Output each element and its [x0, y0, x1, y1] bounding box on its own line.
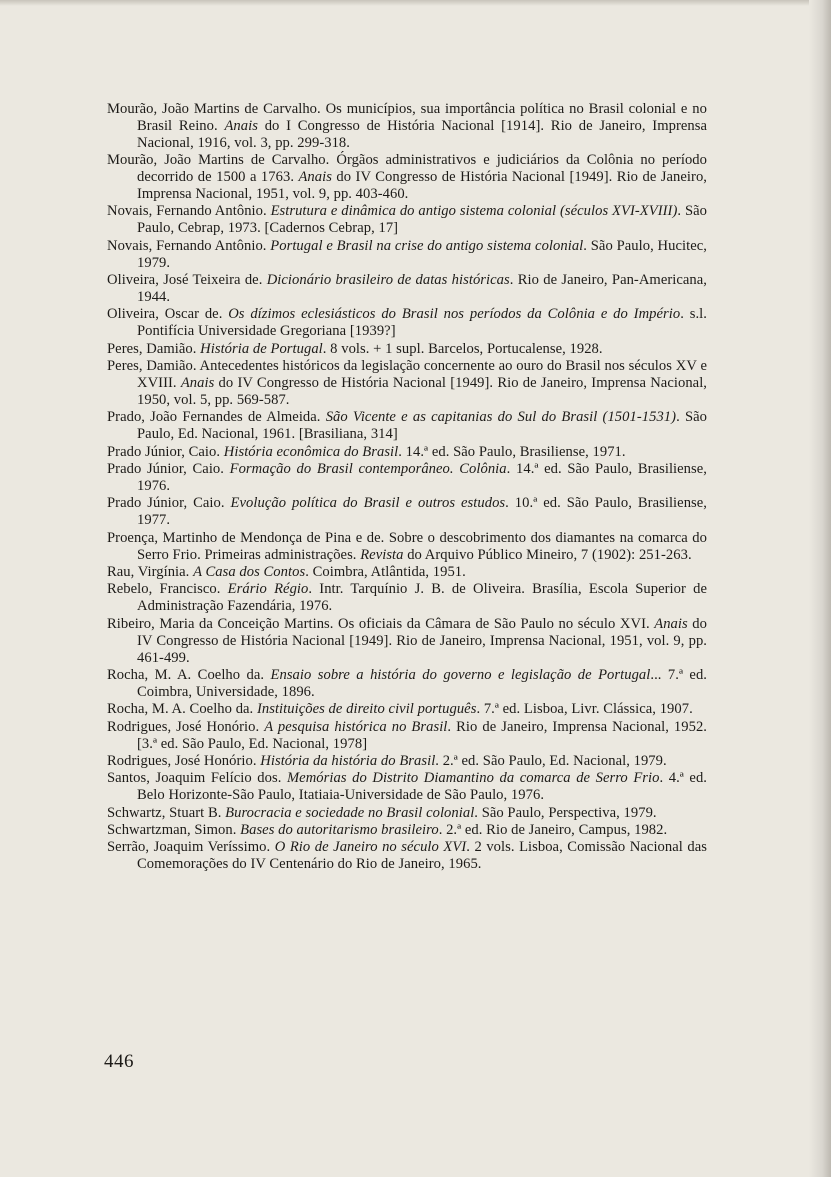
entry-text: . São Paulo, Hucitec, 1979.	[137, 237, 707, 271]
entry-text: do IV Congresso de História Nacional [1949]. Rio de Janeiro, Imprensa Nacional, 1951, vol. 9, pp. 461-499.	[137, 615, 707, 666]
entry-text: . Rio de Janeiro, Pan-Americana, 1944.	[137, 272, 708, 305]
entry-text: Serrão, Joaquim Veríssimo.	[107, 839, 275, 856]
bibliography-entry	[107, 839, 707, 873]
bibliography-entry	[107, 306, 707, 340]
bibliography-entry	[107, 581, 707, 615]
entry-text: Rau, Virgínia.	[107, 563, 194, 580]
entry-text: Mourão, João Martins de Carvalho. Os municípios, sua importância política no Brasil colonial e no Brasil Reino.	[107, 101, 707, 134]
entry-title-italic: Anais	[180, 375, 215, 391]
entry-text: . 2.ª ed. São Paulo, Ed. Nacional, 1979.	[435, 752, 667, 769]
bibliography-entry	[107, 495, 707, 529]
entry-text: . Coimbra, Atlântida, 1951.	[305, 563, 466, 580]
entry-title-italic: Bases do autoritarismo brasileiro	[240, 822, 439, 839]
entry-text: . 8 vols. + 1 supl. Barcelos, Portucalense, 1928.	[322, 340, 603, 357]
bibliography-entry	[107, 203, 707, 237]
entry-text: Rodrigues, José Honório.	[107, 718, 265, 735]
entry-text: Ribeiro, Maria da Conceição Martins. Os oficiais da Câmara de São Paulo no século XVI.	[107, 615, 655, 632]
bibliography-entry	[107, 564, 707, 581]
entry-title-italic: História econômica do Brasil	[223, 443, 399, 460]
entry-title-italic: Memórias do Distrito Diamantino da comarca de Serro Frio	[286, 770, 660, 787]
entry-title-italic: Portugal e Brasil na crise do antigo sistema colonial	[270, 237, 584, 254]
entry-text: . 14.ª ed. São Paulo, Brasiliense, 1976.	[137, 461, 707, 494]
bibliography-entry	[107, 719, 707, 753]
entry-text: Prado Júnior, Caio.	[107, 443, 224, 460]
entry-text: Proença, Martinho de Mendonça de Pina e de. Sobre o descobrimento dos diamantes na comarca do Serro Frio. Primeiras administrações.	[107, 529, 707, 563]
entry-title-italic: Anais	[224, 117, 258, 134]
entry-text: Rocha, M. A. Coelho da.	[107, 701, 257, 718]
entry-title-italic: Burocracia e sociedade no Brasil colonial	[225, 804, 475, 821]
entry-text: Schwartz, Stuart B.	[107, 804, 226, 821]
bibliography-entry	[107, 409, 707, 443]
entry-title-italic: Erário Régio	[227, 581, 309, 598]
entry-text: Oliveira, Oscar de.	[107, 306, 229, 323]
page-right-edge	[809, 0, 831, 1177]
entry-title-italic: Estrutura e dinâmica do antigo sistema colonial (séculos XVI-XVIII)	[270, 203, 678, 220]
entry-title-italic: O Rio de Janeiro no século XVI	[274, 839, 467, 856]
entry-text: Prado Júnior, Caio.	[107, 495, 231, 512]
entry-text: Rocha, M. A. Coelho da.	[107, 666, 271, 683]
bibliography-entry	[107, 822, 707, 839]
entry-text: Rodrigues, José Honório.	[107, 752, 261, 769]
entry-title-italic: Os dízimos eclesiásticos do Brasil nos períodos da Colônia e do Império	[228, 306, 681, 323]
entry-text: Novais, Fernando Antônio.	[107, 203, 271, 220]
entry-text: Schwartzman, Simon.	[107, 822, 241, 839]
entry-text: . 14.ª ed. São Paulo, Brasiliense, 1971.	[398, 443, 626, 460]
entry-text: . São Paulo, Cebrap, 1973. [Cadernos Cebrap, 17]	[137, 203, 708, 237]
bibliography-entry	[107, 272, 707, 306]
entry-title-italic: Revista	[360, 546, 404, 563]
bibliography-entry	[107, 461, 707, 495]
entry-title-italic: Instituições de direito civil português	[256, 701, 477, 718]
bibliography-entry	[107, 101, 707, 152]
entry-title-italic: Dicionário brasileiro de datas históricas	[266, 272, 510, 289]
entry-title-italic: Formação do Brasil contemporâneo. Colônia	[229, 461, 507, 478]
bibliography-list	[107, 101, 707, 874]
entry-text: Peres, Damião. Antecedentes históricos da legislação concernente ao ouro do Brasil nos séculos XV e XVIII.	[107, 358, 707, 391]
entry-text: Prado Júnior, Caio.	[107, 461, 230, 478]
entry-text: . 7.ª ed. Lisboa, Livr. Clássica, 1907.	[476, 701, 693, 718]
entry-text: Oliveira, José Teixeira de.	[107, 272, 267, 289]
entry-title-italic: São Vicente e as capitanias do Sul do Brasil (1501-1531)	[325, 409, 677, 426]
entry-text: . São Paulo, Perspectiva, 1979.	[474, 804, 657, 821]
page-number: 446	[104, 1051, 134, 1072]
bibliography-entry	[107, 616, 707, 667]
bibliography-entry	[107, 770, 707, 804]
entry-title-italic: História de Portugal	[200, 340, 323, 357]
bibliography-entry	[107, 444, 707, 461]
entry-text: Santos, Joaquim Felício dos.	[107, 770, 287, 787]
bibliography-entry	[107, 238, 707, 272]
entry-text: . 10.ª ed. São Paulo, Brasiliense, 1977.	[137, 495, 707, 529]
entry-text: Peres, Damião.	[107, 340, 201, 357]
bibliography-entry	[107, 341, 707, 358]
bibliography-entry	[107, 358, 707, 409]
entry-text: . s.l. Pontifícia Universidade Gregoriana [1939?]	[137, 306, 707, 340]
entry-text: Novais, Fernando Antônio.	[107, 237, 271, 254]
entry-text: do IV Congresso de História Nacional [1949]. Rio de Janeiro, Imprensa Nacional, 1951, vol. 9, pp. 403-460.	[137, 169, 707, 203]
bibliography-entry	[107, 152, 707, 203]
entry-text: ... 7.ª ed. Coimbra, Universidade, 1896.	[137, 666, 707, 700]
entry-title-italic: História da história do Brasil	[260, 752, 436, 769]
bibliography-entry	[107, 805, 707, 822]
entry-title-italic: Ensaio sobre a história do governo e legislação de Portugal	[270, 666, 651, 683]
bibliography-entry	[107, 530, 707, 564]
entry-title-italic: Anais	[298, 169, 332, 186]
entry-title-italic: Evolução política do Brasil e outros estudos	[230, 495, 506, 512]
bibliography-entry	[107, 667, 707, 701]
entry-title-italic: A pesquisa histórica no Brasil	[264, 718, 448, 735]
entry-text: . 4.ª ed. Belo Horizonte-São Paulo, Itatiaia-Universidade de São Paulo, 1976.	[137, 770, 707, 804]
entry-title-italic: Anais	[654, 615, 688, 632]
entry-text: . Rio de Janeiro, Imprensa Nacional, 1952. [3.ª ed. São Paulo, Ed. Nacional, 1978]	[137, 718, 707, 752]
entry-text: do IV Congresso de História Nacional [1949]. Rio de Janeiro, Imprensa Nacional, 1950, vol. 5, pp. 569-587.	[137, 375, 707, 408]
entry-text: Rebelo, Francisco.	[107, 581, 228, 598]
entry-text: Mourão, João Martins de Carvalho. Órgãos administrativos e judiciários da Colônia no período decorrido de 1500 a 1763.	[107, 152, 707, 186]
entry-text: . 2 vols. Lisboa, Comissão Nacional das Comemorações do IV Centenário do Rio de Janeiro, 1965.	[137, 839, 707, 873]
entry-text: . São Paulo, Ed. Nacional, 1961. [Brasiliana, 314]	[137, 409, 707, 443]
entry-text: Prado, João Fernandes de Almeida.	[107, 409, 326, 426]
entry-title-italic: A Casa dos Contos	[193, 563, 306, 580]
entry-text: do I Congresso de História Nacional [1914]. Rio de Janeiro, Imprensa Nacional, 1916, vol. 3, pp. 299-318.	[137, 117, 707, 151]
bibliography-entry	[107, 701, 707, 718]
bibliography-entry	[107, 753, 707, 770]
entry-text: do Arquivo Público Mineiro, 7 (1902): 251-263.	[403, 546, 692, 563]
page-top-edge	[0, 0, 831, 6]
entry-text: . 2.ª ed. Rio de Janeiro, Campus, 1982.	[438, 822, 668, 839]
entry-text: . Intr. Tarquínio J. B. de Oliveira. Brasília, Escola Superior de Administração Fazendária, 1976.	[137, 581, 708, 615]
